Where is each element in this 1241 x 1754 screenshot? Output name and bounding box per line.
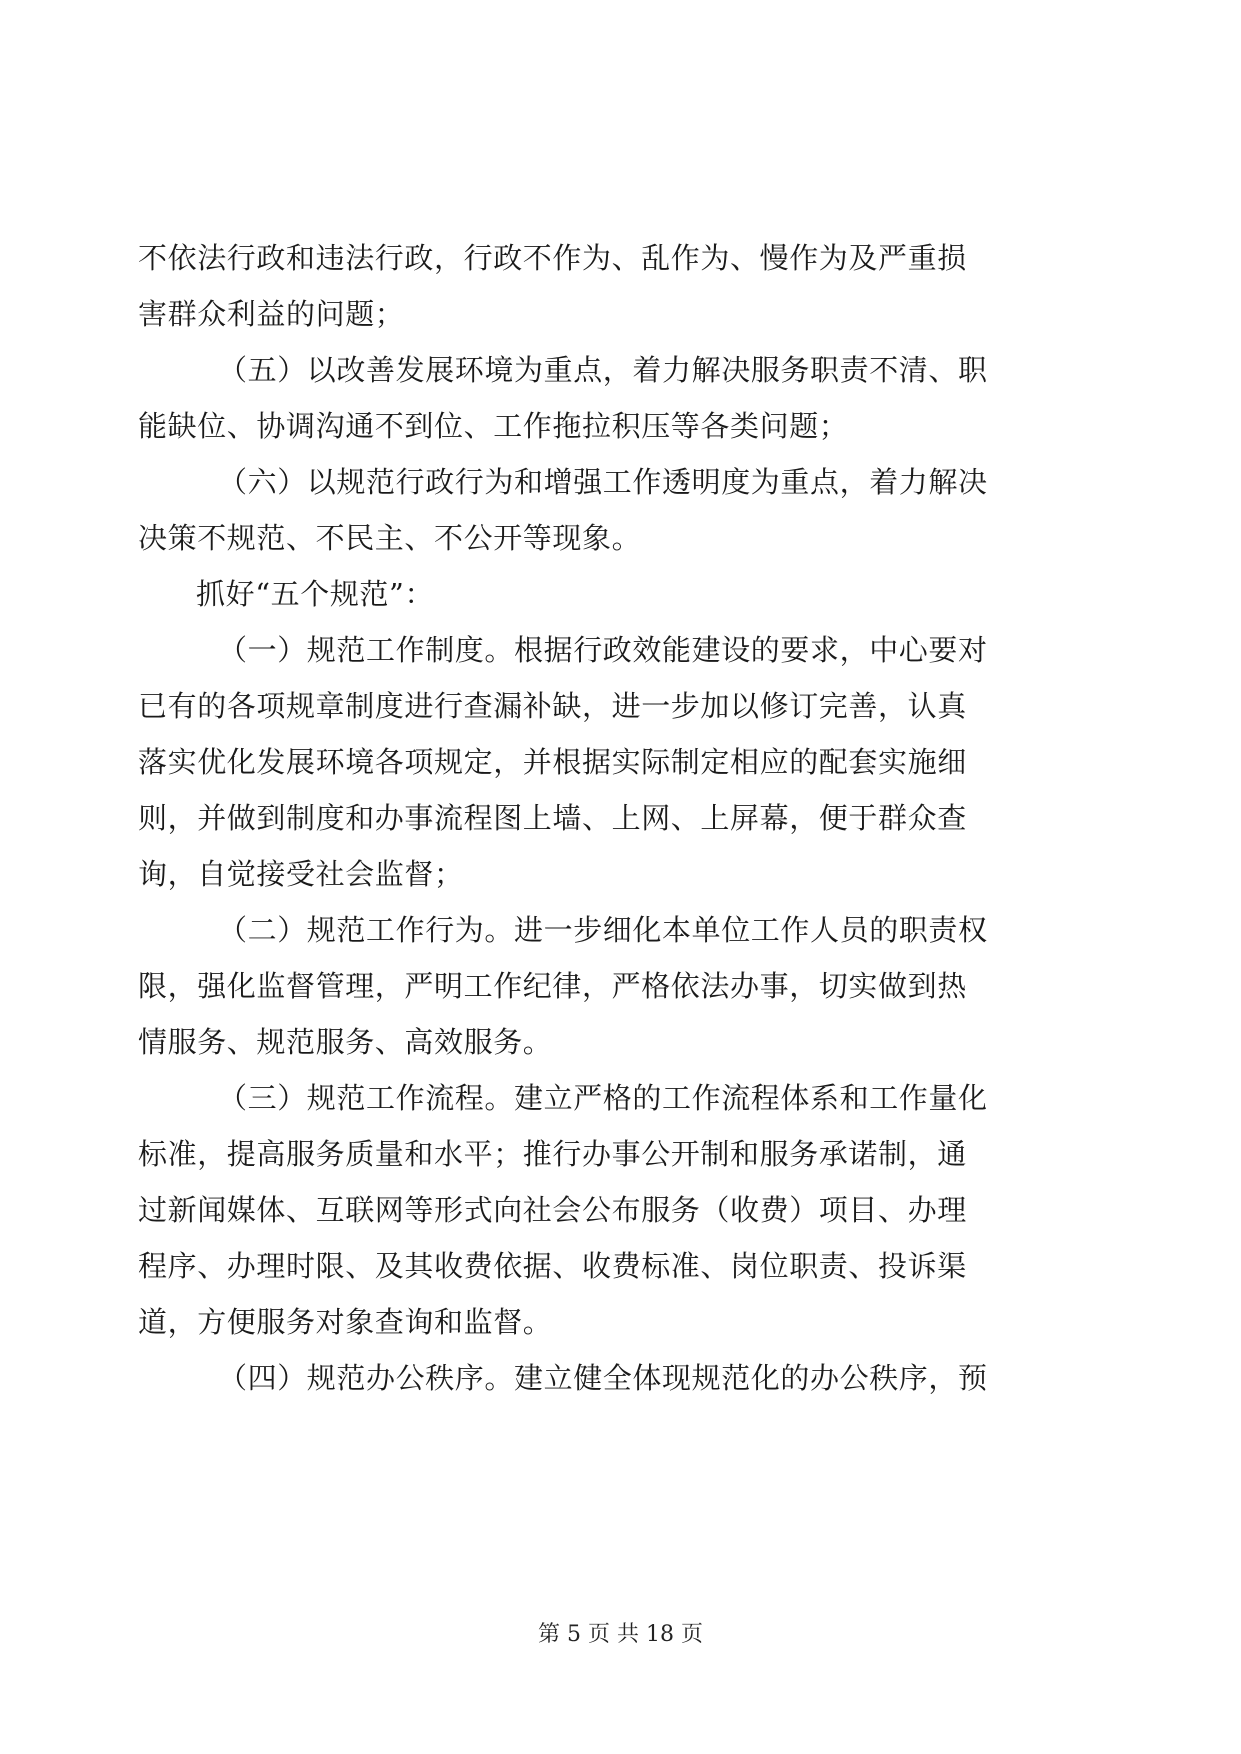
page-footer [0, 1620, 1241, 1650]
text-line: 程序、办理时限、及其收费依据、收费标准、岗位职责、投诉渠 [138, 1249, 967, 1283]
text-line: 情服务、规范服务、高效服务。 [138, 1025, 553, 1059]
text-line: 已有的各项规章制度进行查漏补缺，进一步加以修订完善，认真 [138, 689, 967, 723]
text-line: 不依法行政和违法行政，行政不作为、乱作为、慢作为及严重损 [138, 241, 967, 275]
text-line: 决策不规范、不民主、不公开等现象。 [138, 521, 642, 555]
text-line: 落实优化发展环境各项规定，并根据实际制定相应的配套实施细 [138, 745, 967, 779]
text-line: 询，自觉接受社会监督； [138, 857, 464, 891]
text-line: 标准，提高服务质量和水平；推行办事公开制和服务承诺制，通 [138, 1137, 967, 1171]
paragraph-line: （三）规范工作流程。建立严格的工作流程体系和工作量化 [218, 1081, 988, 1115]
paragraph-line: （二）规范工作行为。进一步细化本单位工作人员的职责权 [218, 913, 988, 947]
page-number: 第 5 页 共 18 页 [538, 1622, 703, 1647]
text-line: 限，强化监督管理，严明工作纪律，严格依法办事，切实做到热 [138, 969, 967, 1003]
text-line: 道，方便服务对象查询和监督。 [138, 1305, 553, 1339]
text-line: 害群众利益的问题； [138, 297, 405, 331]
paragraph-line: （六）以规范行政行为和增强工作透明度为重点，着力解决 [218, 465, 988, 499]
text-line: 则，并做到制度和办事流程图上墙、上网、上屏幕，便于群众查 [138, 801, 967, 835]
paragraph-line: （一）规范工作制度。根据行政效能建设的要求，中心要对 [218, 633, 988, 667]
section-heading: 抓好“五个规范”： [196, 577, 435, 611]
paragraph-line: （四）规范办公秩序。建立健全体现规范化的办公秩序，预 [218, 1361, 988, 1395]
paragraph-line: （五）以改善发展环境为重点，着力解决服务职责不清、职 [218, 353, 988, 387]
text-line: 能缺位、协调沟通不到位、工作拖拉积压等各类问题； [138, 409, 849, 443]
text-line: 过新闻媒体、互联网等形式向社会公布服务（收费）项目、办理 [138, 1193, 967, 1227]
